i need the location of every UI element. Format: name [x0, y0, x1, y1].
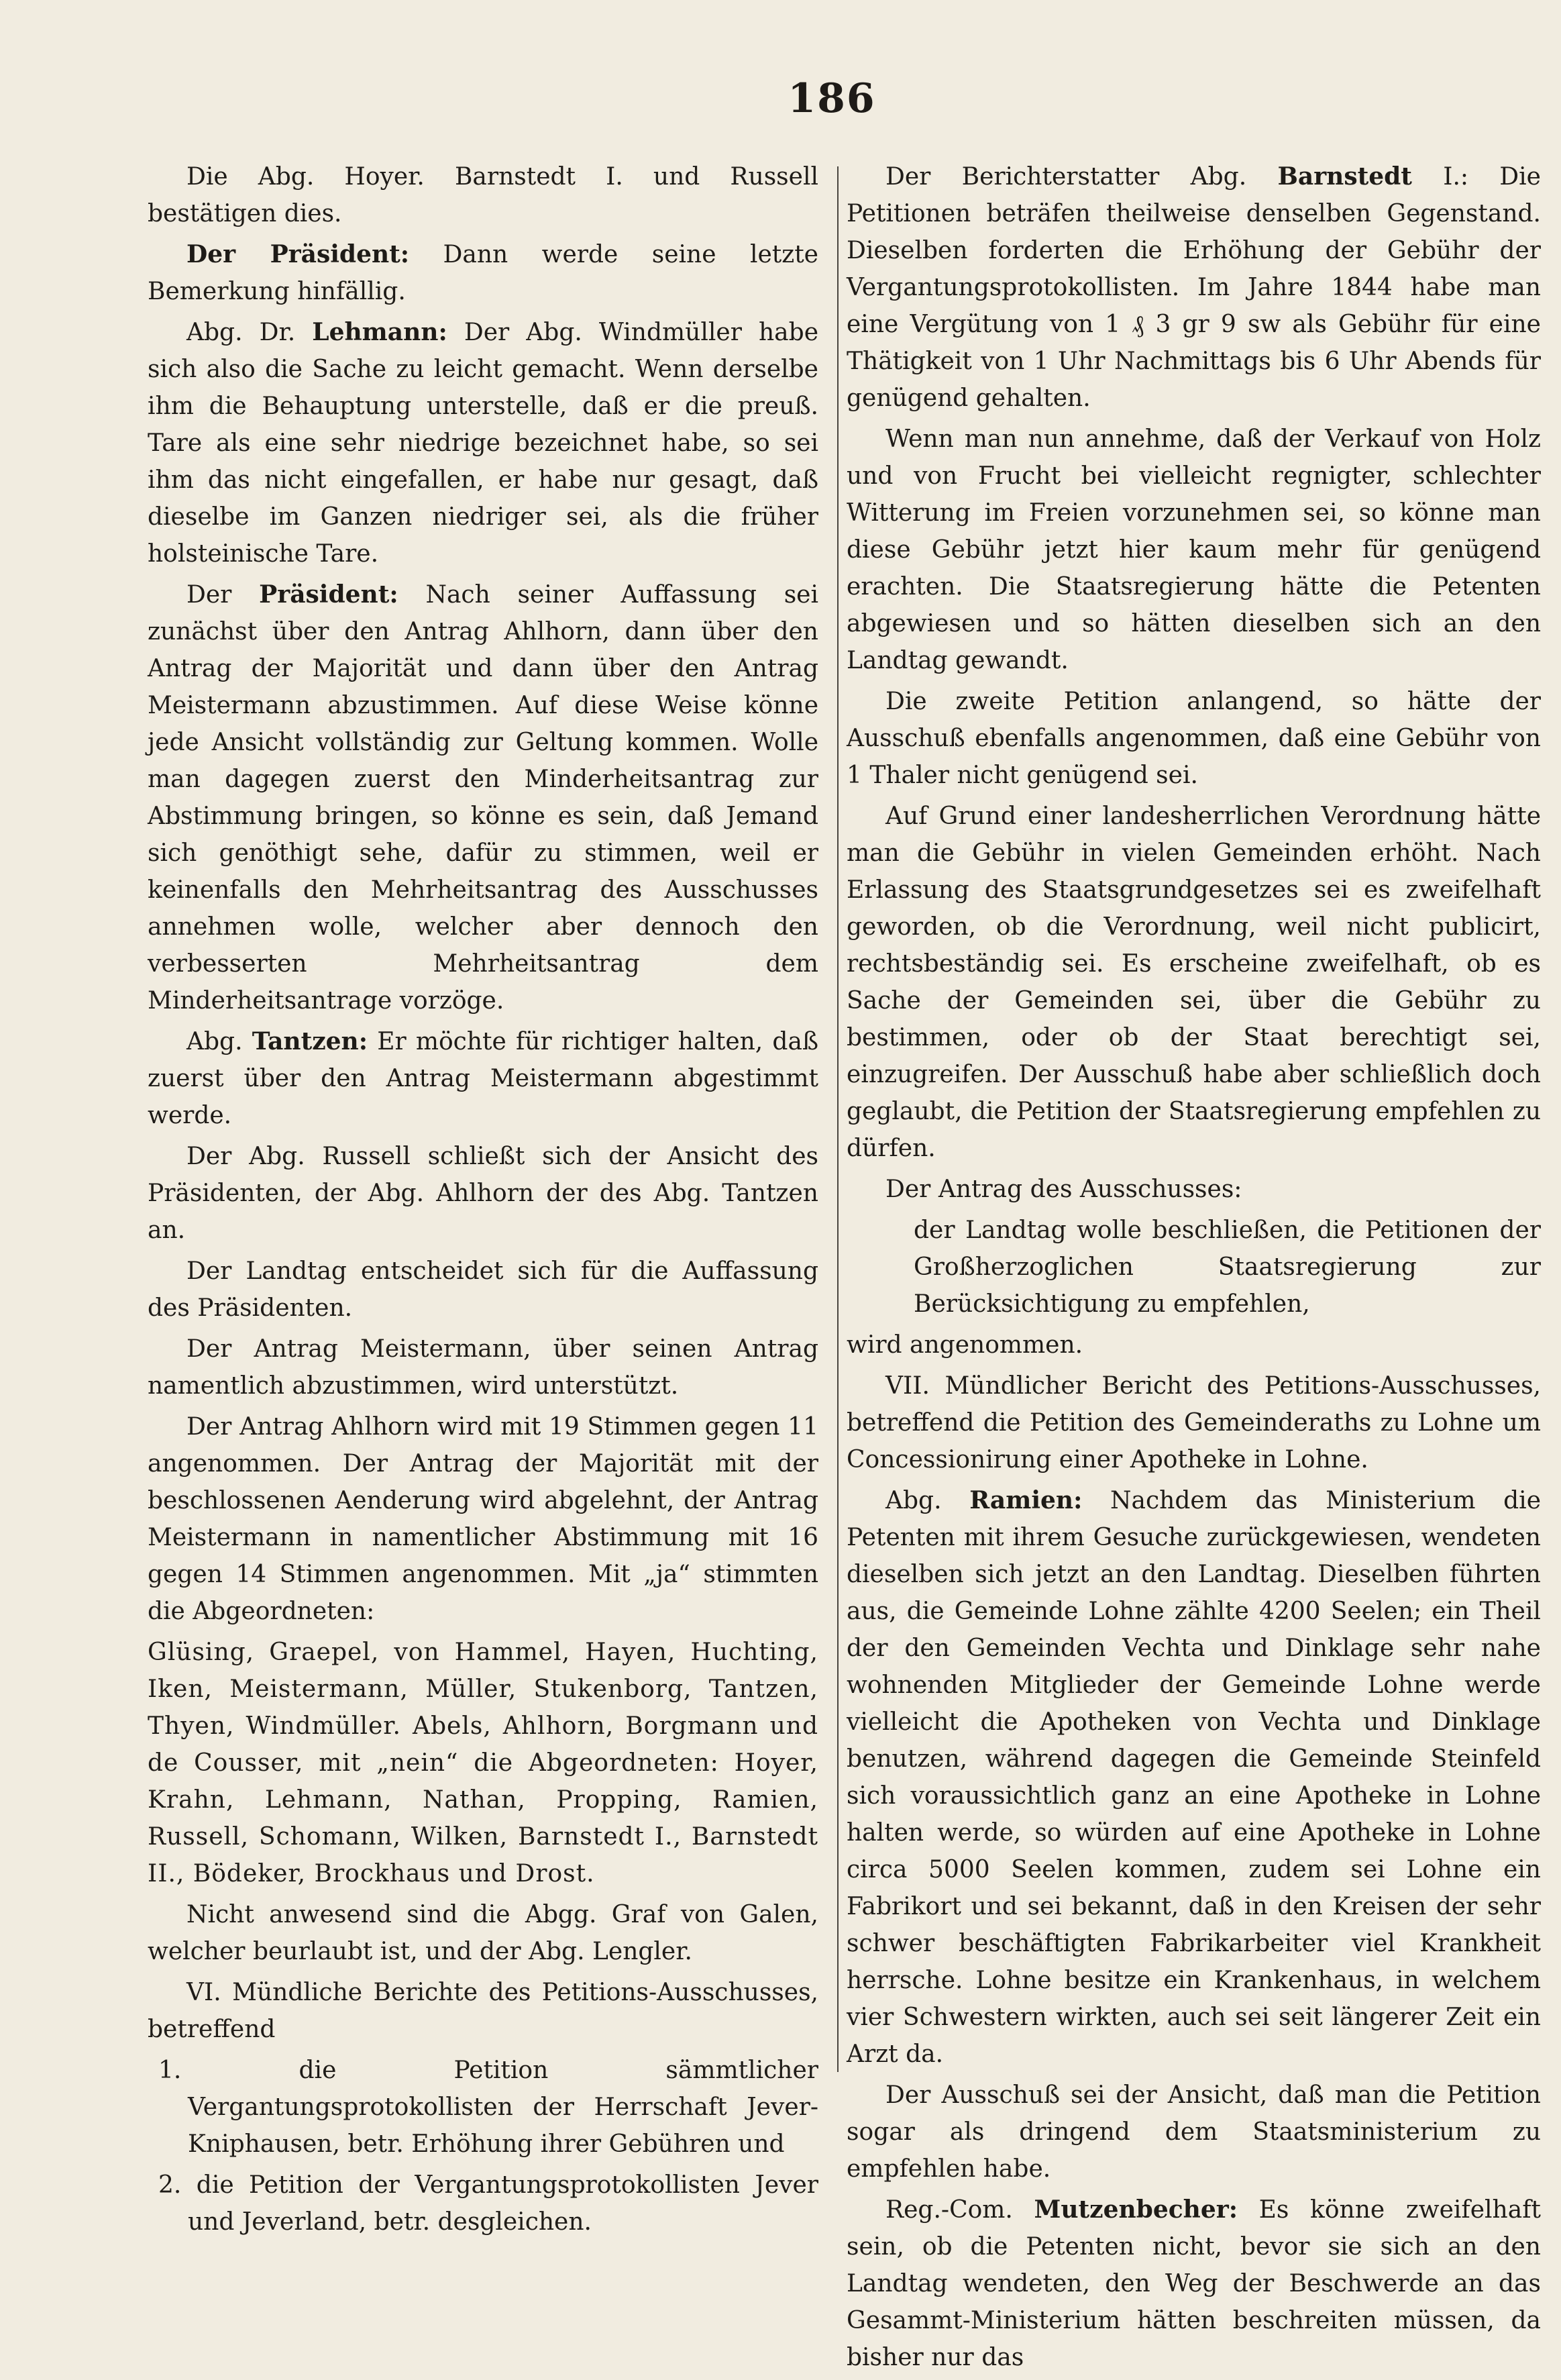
section-heading-vi: VI. Mündliche Berichte des Petitions-Ausschusses, betreffend [148, 1979, 818, 2043]
list-item-1: 1. die Petition sämmtlicher Vergantungsprotokollisten der Herrschaft Jever-Kniphausen, betr. Erhöhung ihrer Gebühren und [158, 2057, 818, 2158]
speaker-prefix: Abg. [186, 1028, 252, 1055]
speaker-name: Barnstedt [1277, 162, 1412, 191]
paragraph-7: Der Landtag entscheidet sich für die Auffassung des Präsidenten. [148, 1257, 818, 1322]
speaker-name: Der Präsident: [186, 240, 410, 268]
page-number: 186 [788, 75, 876, 122]
speaker-name: Mutzenbecher: [1034, 2195, 1238, 2224]
paragraph-r11 [847, 2191, 1541, 2376]
paragraph-2 [148, 236, 818, 310]
paragraph-text: Es könne zweifelhaft sein, ob die Petenten nicht, bevor sie sich an den Landtag wendeten, den Weg der Beschwerde an das Gesammt-Ministerium hätten beschreiten müssen, da bisher nur das [847, 2196, 1541, 2371]
speaker-name: Präsident: [259, 580, 398, 609]
paragraph-r5: Der Antrag des Ausschusses: [885, 1176, 1242, 1203]
paragraph-text: Nachdem das Ministerium die Petenten mit ihrem Gesuche zurückgewiesen, wendeten dieselben sich jetzt an den Landtag. Dieselben führten aus, die Gemeinde Lohne zählte 4200 Seelen; ein Theil der den Gemeinden Vechta und Dinklage sehr nahe wohnenden Mitglieder der Gemeinde Lohne werde vielleicht die Apotheken von Vechta und Dinklage benutzen, während dagegen die Gemeinde Steinfeld sich voraussichtlich ganz an eine Apotheke in Lohne halten werde, so würden auf eine Apotheke in Lohne circa 5000 Seelen kommen, zudem sei Lohne ein Fabrikort und sei bekannt, daß in den Kreisen der sehr schwer beschäftigten Fabrikarbeiter viel Krankheit herrsche. Lohne besitze ein Krankenhaus, in welchem vier Schwestern wirkten, auch sei seit längerer Zeit ein Arzt da. [847, 1487, 1541, 2068]
paragraph-r1 [847, 158, 1541, 417]
speaker-name: Ramien: [969, 1486, 1083, 1514]
motion-text: der Landtag wolle beschließen, die Petitionen der Großherzoglichen Staatsregierung zur Berücksichtigung zu empfehlen, [914, 1217, 1541, 1318]
paragraph-text: Er möchte für richtiger halten, daß zuerst über den Antrag Meistermann abgestimmt werde. [148, 1028, 818, 1129]
speaker-name: Lehmann: [312, 318, 447, 346]
speaker-prefix: Abg. Dr. [186, 319, 313, 346]
paragraph-text: Nach seiner Auffassung sei zunächst über den Antrag Ahlhorn, dann über den Antrag der Majorität und dann über den Antrag Meistermann abzustimmen. Auf diese Weise könne jede Ansicht vollständig zur Geltung kommen. Wolle man dagegen zuerst den Minderheitsantrag zur Abstimmung bringen, so könne es sein, daß Jemand sich genöthigt sehe, dafür zu stimmen, weil er keinenfalls den Mehrheitsantrag des Ausschusses annehmen wolle, welcher aber dennoch den verbesserten Mehrheitsantrag dem Minderheitsantrage vorzöge. [148, 581, 818, 1015]
paragraph-r4: Auf Grund einer landesherrlichen Verordnung hätte man die Gebühr in vielen Gemeinden erhöht. Nach Erlassung des Staatsgrundgesetzes sei es zweifelhaft geworden, ob die Verordnung, weil nicht publicirt, rechtsbeständig sei. Es erscheine zweifelhaft, ob es Sache der Gemeinden sei, über die Gebühr zu bestimmen, oder ob der Staat berechtigt sei, einzugreifen. Der Ausschuß habe aber schließlich doch geglaubt, die Petition der Staatsregierung empfehlen zu dürfen. [847, 803, 1541, 1162]
section-heading-vii: VII. Mündlicher Bericht des Petitions-Ausschusses, betreffend die Petition des Gemeinderaths zu Lohne um Concessionirung einer Apotheke in Lohne. [847, 1372, 1541, 1473]
left-column [148, 158, 818, 2244]
speaker-name: Tantzen: [252, 1027, 368, 1055]
paragraph-11: Nicht anwesend sind die Abgg. Graf von Galen, welcher beurlaubt ist, und der Abg. Lengler. [148, 1901, 818, 1965]
vote-names: Glüsing, Graepel, von Hammel, Hayen, Huchting, Iken, Meistermann, Müller, Stukenborg, Tantzen, Thyen, Windmüller. Abels, Ahlhorn, Borgmann und de Cousser, mit „nein“ die Abgeordneten: Hoyer, Krahn, Lehmann, Nathan, Propping, Ramien, Russell, Schomann, Wilken, Barnstedt I., Barnstedt II., Bödeker, Brockhaus und Drost. [148, 1639, 818, 1887]
right-column [847, 158, 1541, 2380]
paragraph-text: Dann werde seine letzte Bemerkung hinfällig. [148, 241, 818, 305]
paragraph-r9 [847, 1482, 1541, 2073]
list-item-2: 2. die Petition der Vergantungsprotokollisten Jever und Jeverland, betr. desgleichen. [158, 2171, 818, 2236]
paragraph-4 [148, 576, 818, 1019]
paragraph-1: Die Abg. Hoyer. Barnstedt I. und Russell bestätigen dies. [148, 163, 818, 227]
column-divider [837, 166, 839, 2072]
paragraph-r3: Die zweite Petition anlangend, so hätte der Ausschuß ebenfalls angenommen, daß eine Gebühr von 1 Thaler nicht genügend sei. [847, 688, 1541, 789]
paragraph-3 [148, 314, 818, 572]
paragraph-6: Der Abg. Russell schließt sich der Ansicht des Präsidenten, der Abg. Ahlhorn der des Abg. Tantzen an. [148, 1143, 818, 1244]
speaker-prefix: Abg. [885, 1487, 970, 1514]
speaker-prefix: Reg.-Com. [885, 2196, 1034, 2224]
paragraph-r2: Wenn man nun annehme, daß der Verkauf von Holz und von Frucht bei vielleicht regnigter, schlechter Witterung im Freien vorzunehmen sei, so könne man diese Gebühr jetzt hier kaum mehr für genügend erachten. Die Staatsregierung hätte die Petenten abgewiesen und so hätten dieselben sich an den Landtag gewandt. [847, 425, 1541, 674]
speaker-prefix: Der Berichterstatter Abg. [885, 163, 1278, 191]
paragraph-r7: wird angenommen. [847, 1331, 1083, 1359]
paragraph-9: Der Antrag Ahlhorn wird mit 19 Stimmen gegen 11 angenommen. Der Antrag der Majorität mit der beschlossenen Aenderung wird abgelehnt, der Antrag Meistermann in namentlicher Abstimmung mit 16 gegen 14 Stimmen angenommen. Mit „ja“ stimmten die Abgeordneten: [148, 1413, 818, 1625]
paragraph-8: Der Antrag Meistermann, über seinen Antrag namentlich abzustimmen, wird unterstützt. [148, 1335, 818, 1400]
paragraph-5 [148, 1023, 818, 1134]
paragraph-r10: Der Ausschuß sei der Ansicht, daß man die Petition sogar als dringend dem Staatsministerium zu empfehlen habe. [847, 2081, 1541, 2183]
paragraph-text: I.: Die Petitionen beträfen theilweise denselben Gegenstand. Dieselben forderten die Erhöhung der Gebühr der Vergantungsprotokollisten. Im Jahre 1844 habe man eine Vergütung von 1 ₰ 3 gr 9 sw als Gebühr für eine Thätigkeit von 1 Uhr Nachmittags bis 6 Uhr Abends für genügend gehalten. [847, 163, 1541, 412]
speaker-prefix: Der [186, 581, 260, 609]
paragraph-text: Der Abg. Windmüller habe sich also die Sache zu leicht gemacht. Wenn derselbe ihm die Behauptung unterstelle, daß er die preuß. Tare als eine sehr niedrige bezeichnet habe, so sei ihm das nicht eingefallen, er habe nur gesagt, daß dieselbe im Ganzen niedriger sei, als die früher holsteinische Tare. [148, 319, 818, 568]
